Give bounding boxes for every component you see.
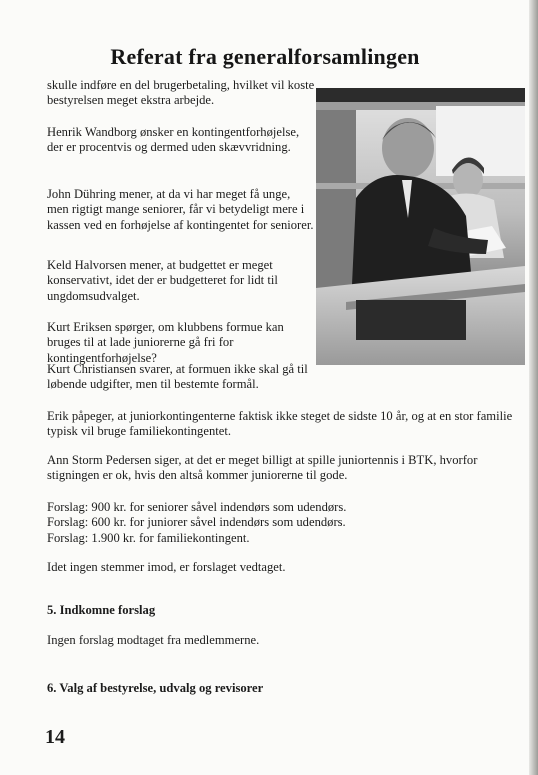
proposal-familie: Forslag: 1.900 kr. for familiekontingent. (47, 530, 250, 545)
paragraph-vedtaget: Idet ingen stemmer imod, er forslaget vedtaget. (47, 560, 286, 574)
page-title: Referat fra generalforsamlingen (110, 44, 420, 69)
page-edge-shadow (529, 0, 538, 775)
meeting-photo (316, 88, 525, 365)
paragraph-kurt-christiansen: Kurt Christiansen svarer, at formuen ikke skal gå til løbende udgifter, men til bestemte formål. (47, 362, 308, 392)
section-heading-indkomne-forslag: 5. Indkomne forslag (47, 603, 156, 617)
paragraph-ann-storm-pedersen: Ann Storm Pedersen siger, at det er meget billigt at spille juniortennis i BTK, hvorfor stigningen er ok, hvis den altså kommer juniorerne til gode. (47, 453, 478, 483)
meeting-photo-illustration (316, 88, 525, 365)
section-heading-valg: 6. Valg af bestyrelse, udvalg og revisorer (47, 681, 264, 695)
paragraph-henrik-wandborg: Henrik Wandborg ønsker en kontingentforhøjelse, der er procentvis og dermed uden skævvridning. (47, 125, 300, 155)
paragraph-erik: Erik påpeger, at juniorkontingenterne faktisk ikke steget de sidste 10 år, og at en stor familie typisk vil bruge familiekontingentet. (47, 409, 513, 439)
paragraph-brugerbetaling: skulle indføre en del brugerbetaling, hvilket vil koste bestyrelsen meget ekstra arbejde. (47, 78, 315, 108)
paragraph-ingen-forslag: Ingen forslag modtaget fra medlemmerne. (47, 633, 260, 647)
page-number: 14 (45, 726, 65, 748)
paragraph-keld-halvorsen: Keld Halvorsen mener, at budgettet er meget konservativt, idet der er budgetteret for lidt til ungdomsudvalget. (47, 258, 278, 303)
proposal-juniorer: Forslag: 600 kr. for juniorer såvel indendørs som udendørs. (47, 515, 346, 530)
proposal-seniorer: Forslag: 900 kr. for seniorer såvel indendørs som udendørs. (47, 500, 347, 514)
paragraph-kurt-eriksen: Kurt Eriksen spørger, om klubbens formue kan bruges til at lade juniorerne gå fri for kontingentforhøjelse? (47, 320, 284, 365)
proposal-list (47, 500, 527, 546)
paragraph-john-duhring: John Dühring mener, at da vi har meget få unge, men rigtigt mange seniorer, får vi betydeligt mere i kassen ved en forhøjelse af kontingentet for seniorer. (47, 187, 314, 232)
